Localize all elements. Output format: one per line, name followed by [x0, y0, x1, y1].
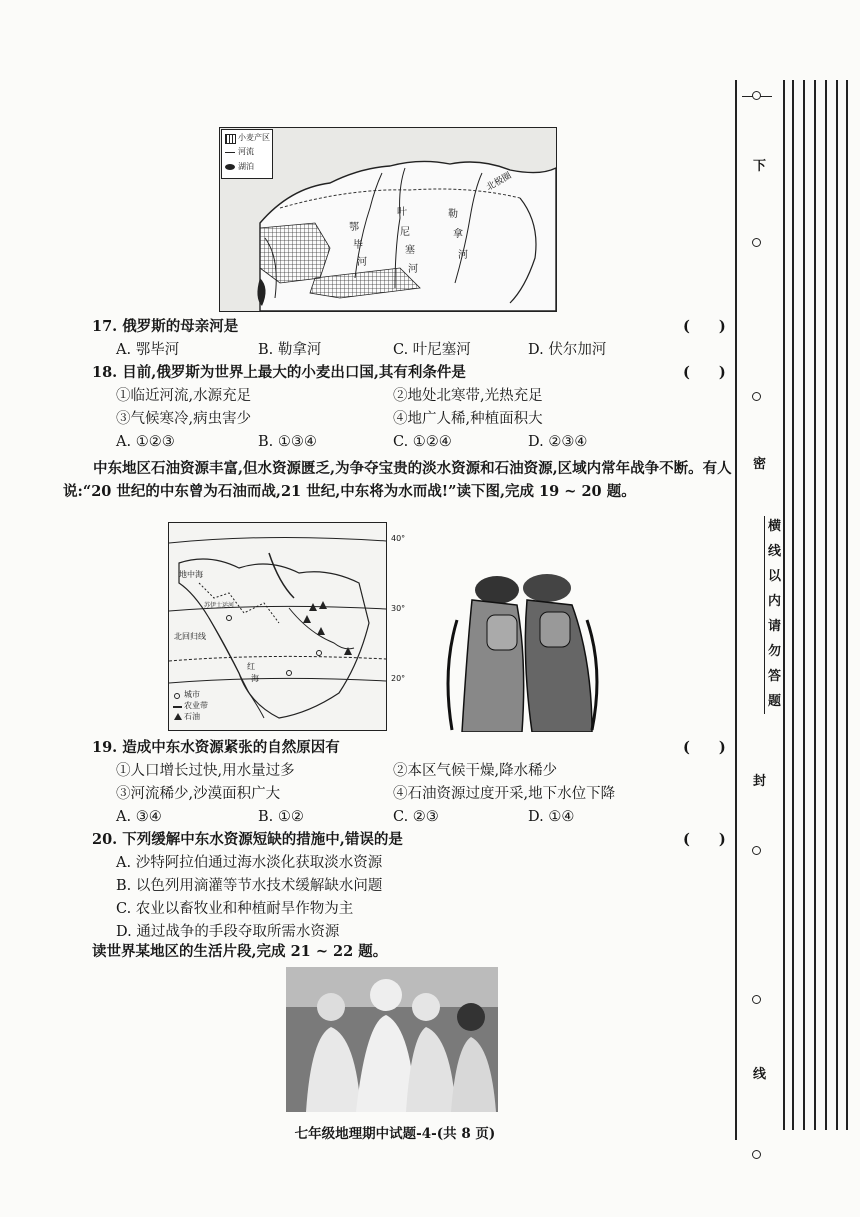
q18-condition-4: ④地广人稀,种植面积大: [393, 411, 543, 427]
q18-condition-1: ①临近河流,水源充足: [116, 388, 252, 404]
margin-notice-char: 横: [768, 519, 782, 534]
red-sea-label-char: 红: [247, 662, 255, 671]
legend-wheat: 小麦产区: [238, 133, 270, 142]
page-footer: 七年级地理期中试题-4-(共 8 页): [294, 1126, 496, 1142]
city-icon: [174, 693, 180, 699]
q17-stem: 17. 俄罗斯的母亲河是: [92, 318, 239, 335]
q18-bracket[interactable]: ( ): [683, 364, 726, 381]
margin-char-mi: 密: [753, 457, 767, 472]
q19-condition-1: ①人口增长过快,用水量过多: [116, 763, 295, 779]
q17-option-a[interactable]: A. 鄂毕河: [116, 342, 180, 358]
middle-east-legend: [172, 689, 232, 727]
margin-notice-char: 答: [768, 669, 782, 684]
margin-char-xian: 线: [753, 1067, 767, 1082]
water-conflict-cartoon: [432, 560, 604, 732]
intro-21-22: 读世界某地区的生活片段,完成 21 ~ 22 题。: [92, 943, 388, 960]
wheat-legend-swatch: [225, 134, 236, 144]
binding-line: [836, 80, 838, 1130]
q19-option-d[interactable]: D. ①④: [528, 809, 575, 825]
binding-line: [792, 80, 794, 1130]
arctic-circle-label: 北极圈: [485, 170, 514, 194]
q19-bracket[interactable]: ( ): [683, 739, 726, 756]
seal-circle: [752, 392, 761, 401]
binding-line: [846, 80, 848, 1130]
river-label-char: 尼: [400, 227, 410, 238]
margin-notice-char: 线: [768, 544, 782, 559]
red-sea-label-char: 海: [251, 674, 259, 683]
river-label-char: 叶: [397, 207, 407, 218]
seal-circle: [752, 91, 761, 100]
lat-40-label: 40°: [391, 534, 406, 543]
q17-option-c[interactable]: C. 叶尼塞河: [393, 342, 471, 358]
seal-circle: [752, 995, 761, 1004]
q18-condition-3: ③气候寒冷,病虫害少: [116, 411, 252, 427]
q18-option-a[interactable]: A. ①②③: [116, 434, 175, 450]
lat-30-label: 30°: [391, 604, 406, 613]
q18-option-d[interactable]: D. ②③④: [528, 434, 588, 450]
river-label-char: 塞: [405, 245, 415, 256]
q19-condition-3: ③河流稀少,沙漠面积广大: [116, 786, 281, 802]
binding-line: [803, 80, 805, 1130]
intro-19-20: 中东地区石油资源丰富,但水资源匮乏,为争夺宝贵的淡水资源和石油资源,区域内常年战争不断。有人说:“20 世纪的中东曾为石油而战,21 世纪,中东将为水而战!”读下图,完成 19 ~ 20 题。: [63, 460, 732, 500]
q17-option-d[interactable]: D. 伏尔加河: [528, 342, 607, 358]
q19-option-c[interactable]: C. ②③: [393, 809, 439, 825]
river-legend-swatch: [225, 152, 235, 153]
river-label-char: 河: [357, 257, 367, 268]
q18-stem: 18. 目前,俄罗斯为世界上最大的小麦出口国,其有利条件是: [92, 364, 466, 381]
seal-circle: [752, 1150, 761, 1159]
q20-option-b[interactable]: B. 以色列用滴灌等节水技术缓解缺水问题: [116, 878, 383, 894]
seal-circle: [752, 238, 761, 247]
q20-bracket[interactable]: ( ): [683, 831, 726, 848]
legend-river: 河流: [238, 147, 254, 156]
q18-condition-2: ②地处北寒带,光热充足: [393, 388, 543, 404]
middle-east-map: [168, 522, 406, 731]
river-label-char: 鄂: [349, 222, 359, 233]
seal-circle: [752, 846, 761, 855]
photo-figures: [286, 967, 498, 1112]
lake-legend-swatch: [225, 164, 235, 170]
binding-line: [783, 80, 785, 1130]
margin-notice-char: 勿: [768, 644, 782, 659]
tropic-label: 北回归线: [174, 632, 206, 641]
binding-line: [825, 80, 827, 1130]
river-label-char: 河: [458, 250, 468, 261]
margin-char-feng: 封: [753, 774, 767, 789]
lat-20-label: 20°: [391, 674, 406, 683]
mediterranean-label: 地中海: [179, 570, 203, 579]
suez-label: 苏伊士运河: [204, 602, 235, 609]
q19-stem: 19. 造成中东水资源紧张的自然原因有: [92, 739, 340, 756]
river-label-char: 拿: [453, 229, 463, 240]
q18-option-b[interactable]: B. ①③④: [258, 434, 317, 450]
oil-icon: [174, 713, 182, 720]
russia-map-legend: [221, 129, 273, 179]
q19-condition-2: ②本区气候干燥,降水稀少: [393, 763, 558, 779]
margin-notice-char: 请: [768, 619, 782, 634]
legend-city: 城市: [184, 690, 200, 699]
q17-option-b[interactable]: B. 勒拿河: [258, 342, 322, 358]
life-scene-photo: [286, 967, 498, 1112]
q20-option-d[interactable]: D. 通过战争的手段夺取所需水资源: [116, 924, 340, 940]
legend-farm: 农业带: [184, 701, 208, 710]
q19-option-a[interactable]: A. ③④: [116, 809, 162, 825]
q18-option-c[interactable]: C. ①②④: [393, 434, 452, 450]
q20-option-c[interactable]: C. 农业以畜牧业和种植耐旱作物为主: [116, 901, 354, 917]
river-label-char: 河: [408, 264, 418, 275]
river-label-char: 勒: [448, 209, 458, 220]
q19-option-b[interactable]: B. ①②: [258, 809, 304, 825]
legend-oil: 石油: [184, 712, 200, 721]
farm-belt-icon: [173, 706, 182, 708]
margin-notice-char: 内: [768, 594, 782, 609]
q20-option-a[interactable]: A. 沙特阿拉伯通过海水淡化获取淡水资源: [116, 855, 383, 871]
q20-stem: 20. 下列缓解中东水资源短缺的措施中,错误的是: [92, 831, 403, 848]
binding-line: [814, 80, 816, 1130]
legend-lake: 湖泊: [238, 162, 254, 171]
cartoon-figures: [432, 560, 604, 732]
river-label-char: 毕: [353, 240, 363, 251]
q19-condition-4: ④石油资源过度开采,地下水位下降: [393, 786, 616, 802]
q17-bracket[interactable]: ( ): [683, 318, 726, 335]
binding-line: [735, 80, 737, 1140]
margin-char-xia: 下: [753, 159, 767, 174]
russia-map: [219, 127, 557, 312]
margin-notice-char: 以: [768, 569, 782, 584]
margin-notice-char: 题: [768, 694, 782, 709]
